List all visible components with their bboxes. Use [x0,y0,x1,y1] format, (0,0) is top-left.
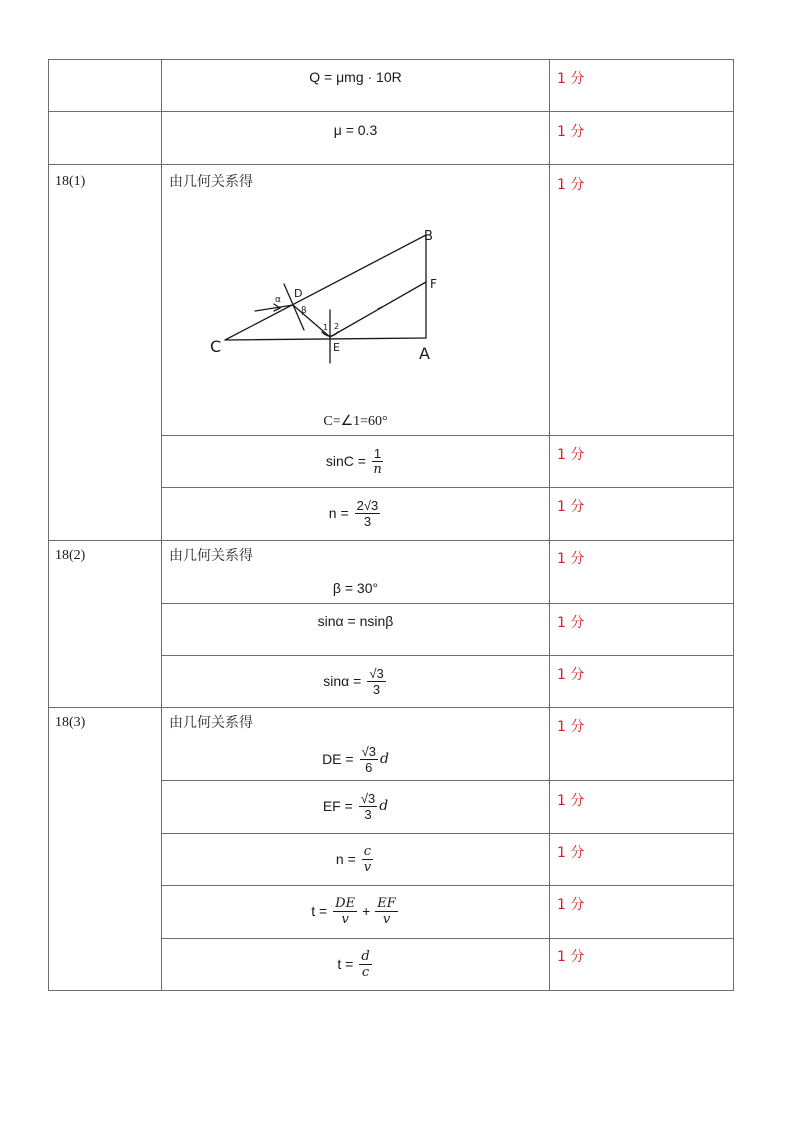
question-id: 18(2) [55,548,86,563]
geometry-figure [200,220,450,370]
equation-beta: β = 30° [332,580,379,596]
fraction: $\frac{EF}{v}$ [377,895,396,927]
equation-time-result: t = $\frac{d}{c}$ [337,948,370,980]
score-label: 1 分 [557,897,585,913]
sub-row-separator [161,655,734,656]
geometry-intro: 由几何关系得 [169,174,253,190]
row-separator [48,540,734,541]
angle-caption: C=∠1=60° [323,413,388,429]
equation-q-heat [162,68,549,86]
point-label-f: F [430,277,437,291]
sub-row-separator [161,885,734,886]
table-border-left [48,59,49,991]
fraction: $\frac{d}{c}$ [361,948,370,980]
score-label: 1 分 [557,551,585,567]
table-border-right [733,59,734,991]
question-id: 18(1) [55,174,86,189]
angle-label-beta: β [301,306,307,316]
angle-label-2: 2 [334,322,340,331]
equation-de: DE = $\frac{√3}{6}$ d [322,743,389,775]
geometry-intro: 由几何关系得 [169,548,253,564]
equation-text: μ = 0.3 [333,122,378,138]
angle-label-1: 1 [323,323,329,332]
table-border-top [48,59,734,60]
angle-label-alpha: α [275,295,281,305]
score-label: 1 分 [557,124,585,140]
equation-ef: EF = $\frac{√3}{3}$ d [322,790,389,822]
line-c-a [225,338,426,340]
fraction: $\frac{√3}{6}$ [361,743,376,775]
score-label: 1 分 [557,667,585,683]
equation-n-speed: n = $\frac{c}{v}$ [335,843,372,875]
sub-row-separator [161,833,734,834]
equation-time-sum: t = $\frac{DE}{v}$ + $\frac{EF}{v}$ [311,895,396,927]
score-label: 1 分 [557,177,585,193]
point-label-b: B [424,229,433,244]
geometry-intro: 由几何关系得 [169,715,253,731]
point-label-c: C [210,337,222,356]
sub-row-separator [161,603,734,604]
sub-row-separator [161,780,734,781]
fraction: $\frac{c}{v}$ [363,843,372,875]
row-separator [48,707,734,708]
point-label-a: A [419,344,430,363]
score-label: 1 分 [557,845,585,861]
score-label: 1 分 [557,71,585,87]
equation-mu [162,121,549,139]
ray-direction-tick [378,307,382,309]
fraction: $\frac{√3}{3}$ [369,665,384,697]
score-label: 1 分 [557,615,585,631]
score-label: 1 分 [557,949,585,965]
score-label: 1 分 [557,499,585,515]
line-d-e [293,305,330,337]
table-border-bottom [48,990,734,991]
point-label-e: E [333,341,340,354]
question-id: 18(3) [55,715,86,730]
equation-n-value: n = $\frac{2√3}{3}$ [328,497,379,529]
equation-sin-alpha: sinα = $\frac{√3}{3}$ [323,665,384,697]
row-separator [48,164,734,165]
sub-row-separator [161,938,734,939]
column-divider-2 [549,59,550,991]
score-label: 1 分 [557,719,585,735]
sub-row-separator [161,435,734,436]
equation-text: Q = μmg · 10R [309,69,402,85]
score-label: 1 分 [557,793,585,809]
equation-snell: sinα = nsinβ [317,613,394,629]
equation-sinc: sinC = $\frac{1}{n}$ [325,445,382,477]
point-label-d: D [294,287,303,300]
score-label: 1 分 [557,447,585,463]
fraction: $\frac{2√3}{3}$ [356,497,379,529]
fraction: $\frac{√3}{3}$ [360,790,376,822]
fraction: $\frac{DE}{v}$ [335,895,356,927]
fraction: $\frac{1}{n}$ [373,445,382,477]
sub-row-separator [161,487,734,488]
row-separator [48,111,734,112]
